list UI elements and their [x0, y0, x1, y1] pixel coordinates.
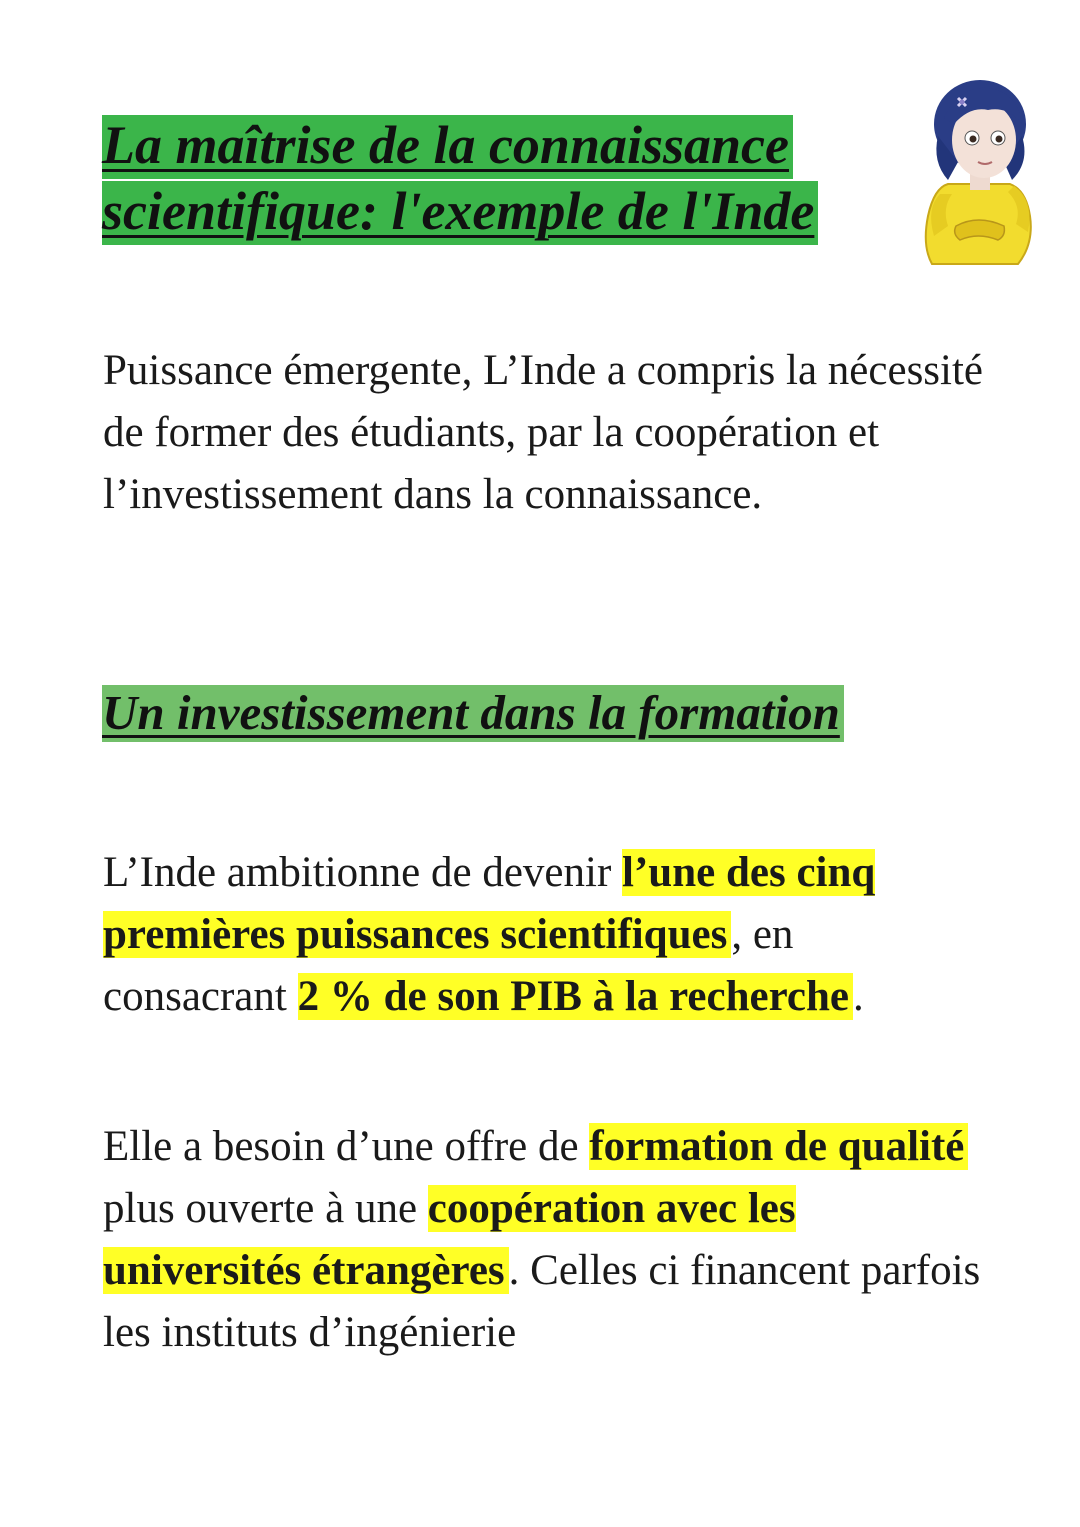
text-segment: L’Inde ambitionne de devenir [103, 849, 623, 896]
text-segment: plus ouverte à une [103, 1185, 428, 1232]
text-segment: , en consacrant [103, 911, 794, 1020]
title-line-2: scientifique: l'exemple de l'Inde [102, 181, 818, 245]
ambition-paragraph [103, 842, 983, 1028]
section-heading-text: Un investissement dans la formation [102, 685, 844, 742]
text-segment: . [853, 973, 864, 1020]
text-segment: Elle a besoin d’une offre de [103, 1123, 590, 1170]
title-line-1: La maîtrise de la connaissance [102, 115, 793, 179]
highlight-foreign-cooperation: coopération avec les universités étrangères [103, 1185, 796, 1294]
highlight-top-five: l’une des cinq premières puissances scientifiques [103, 849, 876, 958]
highlight-quality-training: formation de qualité [589, 1123, 968, 1170]
girl-in-yellow-raincoat-icon [918, 76, 1040, 266]
page-title [102, 112, 892, 244]
training-paragraph [103, 1116, 983, 1364]
section-heading [102, 683, 844, 743]
text-segment: . Celles ci financent parfois les instituts d’ingénierie [103, 1247, 981, 1356]
intro-paragraph: Puissance émergente, L’Inde a compris la nécessité de former des étudiants, par la coopération et l’investissement dans la connaissance. [103, 347, 984, 518]
highlight-pib-research: 2 % de son PIB à la recherche [298, 973, 853, 1020]
